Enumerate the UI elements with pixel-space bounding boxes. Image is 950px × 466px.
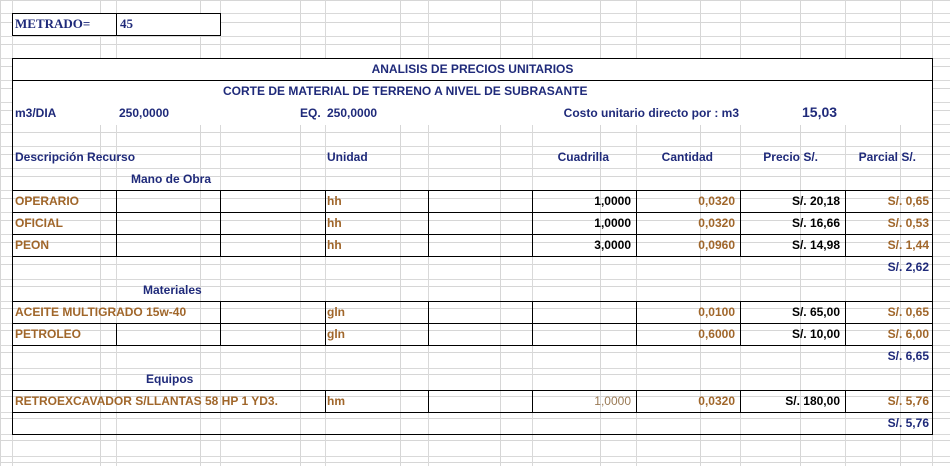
item-description: CORTE DE MATERIAL DE TERRENO A NIVEL DE SUBRASANTE bbox=[223, 84, 588, 98]
resource-cuadrilla[interactable]: 1,0000 bbox=[594, 394, 631, 408]
col-rule bbox=[428, 190, 429, 256]
section-subtotal: S/. 5,76 bbox=[887, 416, 929, 430]
section-subtotal: S/. 2,62 bbox=[887, 260, 929, 274]
resource-unit[interactable]: hm bbox=[327, 394, 345, 408]
col-header-precio: Precio S/. bbox=[763, 150, 818, 164]
equipo-value: 250,0000 bbox=[327, 106, 378, 120]
resource-cantidad[interactable]: 0,0100 bbox=[698, 305, 735, 319]
row-rule bbox=[12, 412, 933, 413]
resource-precio[interactable]: S/. 16,66 bbox=[791, 216, 840, 230]
col-rule bbox=[220, 323, 221, 345]
resource-description[interactable]: ACEITE MULTIGRADO 15w-40 bbox=[15, 305, 187, 319]
resource-precio[interactable]: S/. 65,00 bbox=[791, 305, 840, 319]
col-rule bbox=[116, 190, 117, 256]
costo-unitario-value: 15,03 bbox=[802, 104, 838, 120]
rendimiento-label: m3/DIA bbox=[15, 106, 57, 120]
col-rule bbox=[325, 190, 326, 256]
section-subtotal: S/. 6,65 bbox=[887, 349, 929, 363]
col-header-unidad: Unidad bbox=[327, 150, 368, 164]
col-rule bbox=[116, 323, 117, 345]
resource-description[interactable]: OFICIAL bbox=[15, 216, 63, 230]
resource-cantidad[interactable]: 0,0320 bbox=[698, 394, 735, 408]
resource-cantidad[interactable]: 0,0960 bbox=[698, 238, 735, 252]
resource-cuadrilla[interactable]: 1,0000 bbox=[594, 194, 631, 208]
col-rule bbox=[428, 301, 429, 345]
resource-unit[interactable]: gln bbox=[327, 305, 345, 319]
col-rule bbox=[428, 390, 429, 412]
col-rule bbox=[220, 190, 221, 256]
section-title-equipos: Equipos bbox=[146, 372, 194, 386]
resource-cantidad[interactable]: 0,0320 bbox=[698, 194, 735, 208]
resource-description[interactable]: PEON bbox=[15, 238, 50, 252]
gridline bbox=[0, 456, 950, 457]
resource-precio[interactable]: S/. 20,18 bbox=[791, 194, 840, 208]
col-rule bbox=[532, 301, 533, 345]
resource-cantidad[interactable]: 0,6000 bbox=[698, 327, 735, 341]
resource-parcial[interactable]: S/. 5,76 bbox=[887, 394, 929, 408]
costo-unitario-label: Costo unitario directo por : m3 bbox=[563, 106, 739, 120]
section-title-materiales: Materiales bbox=[143, 283, 202, 297]
resource-unit[interactable]: hh bbox=[327, 238, 342, 252]
resource-precio[interactable]: S/. 10,00 bbox=[791, 327, 840, 341]
row-rule bbox=[12, 256, 933, 257]
rendimiento-value: 250,0000 bbox=[119, 106, 170, 120]
resource-precio[interactable]: S/. 180,00 bbox=[785, 394, 840, 408]
resource-cuadrilla[interactable]: 3,0000 bbox=[594, 238, 631, 252]
resource-unit[interactable]: gln bbox=[327, 327, 345, 341]
resource-parcial[interactable]: S/. 0,65 bbox=[887, 194, 929, 208]
resource-description[interactable]: RETROEXCAVADOR S/LLANTAS 58 HP 1 YD3. bbox=[15, 394, 278, 408]
col-header-cuadrilla: Cuadrilla bbox=[557, 150, 609, 164]
resource-description[interactable]: PETROLEO bbox=[15, 327, 82, 341]
resource-unit[interactable]: hh bbox=[327, 194, 342, 208]
resource-parcial[interactable]: S/. 0,53 bbox=[887, 216, 929, 230]
gridline bbox=[0, 36, 950, 37]
metrado-value[interactable]: 45 bbox=[120, 16, 133, 31]
metrado-divider bbox=[116, 13, 117, 36]
col-rule bbox=[220, 301, 221, 323]
resource-cantidad[interactable]: 0,0320 bbox=[698, 216, 735, 230]
section-title-mano-de-obra: Mano de Obra bbox=[131, 172, 212, 186]
col-rule bbox=[325, 390, 326, 412]
col-header-parcial: Parcial S/. bbox=[858, 150, 916, 164]
analysis-title: ANALISIS DE PRECIOS UNITARIOS bbox=[371, 62, 574, 76]
resource-precio[interactable]: S/. 14,98 bbox=[791, 238, 840, 252]
metrado-label: METRADO= bbox=[15, 16, 91, 31]
resource-description[interactable]: OPERARIO bbox=[15, 194, 80, 208]
col-rule bbox=[325, 301, 326, 345]
resource-cuadrilla[interactable]: 1,0000 bbox=[594, 216, 631, 230]
resource-parcial[interactable]: S/. 1,44 bbox=[887, 238, 929, 252]
equipo-label: EQ. bbox=[300, 106, 321, 120]
col-header-descripcion: Descripción Recurso bbox=[15, 150, 136, 164]
resource-parcial[interactable]: S/. 6,00 bbox=[887, 327, 929, 341]
resource-parcial[interactable]: S/. 0,65 bbox=[887, 305, 929, 319]
col-header-cantidad: Cantidad bbox=[661, 150, 713, 164]
row-rule bbox=[12, 345, 933, 346]
resource-unit[interactable]: hh bbox=[327, 216, 342, 230]
